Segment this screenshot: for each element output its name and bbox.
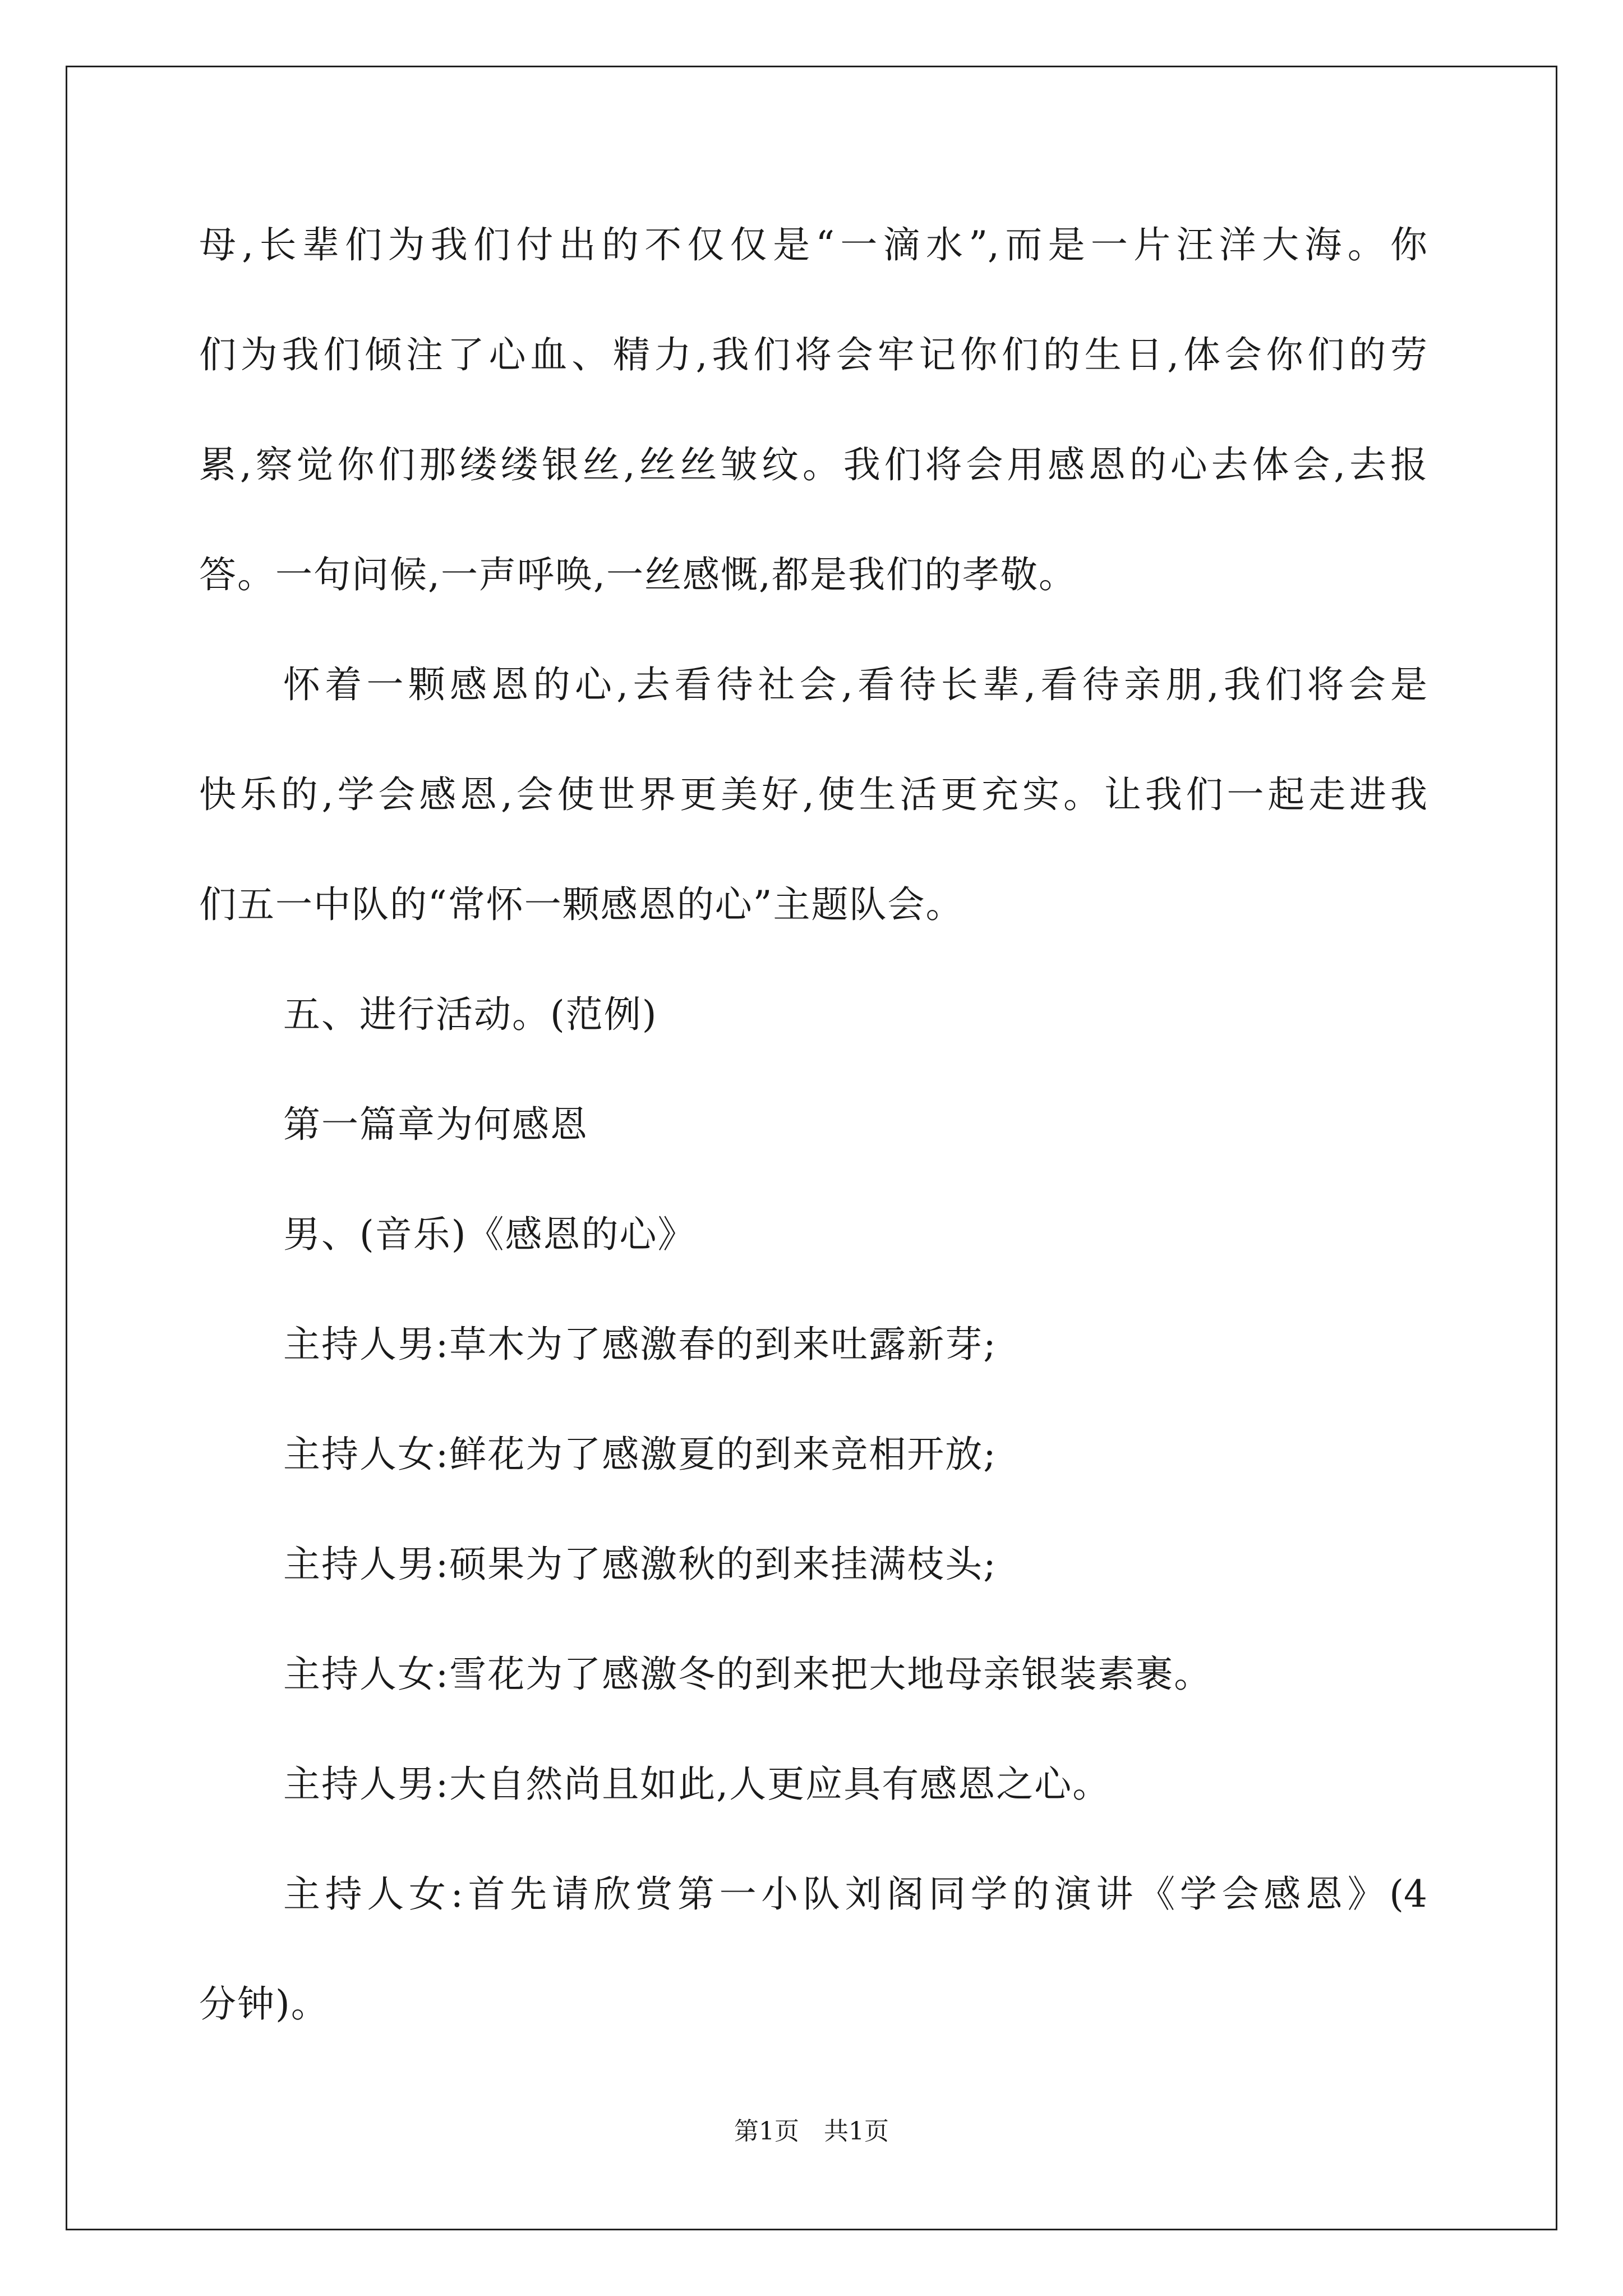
page-footer bbox=[0, 2116, 1623, 2147]
dialogue-line: 主持人女:雪花为了感激冬的到来把大地母亲银装素裹。 bbox=[283, 1653, 1212, 1696]
dialogue-line: 主持人男:硕果为了感激秋的到来挂满枝头; bbox=[283, 1543, 997, 1586]
paragraph-line: 累,察觉你们那缕缕银丝,丝丝皱纹。我们将会用感恩的心去体会,去报 bbox=[199, 443, 1427, 486]
page-total: 共1页 bbox=[824, 2117, 889, 2146]
paragraph-line: 们为我们倾注了心血、精力,我们将会牢记你们的生日,体会你们的劳 bbox=[199, 333, 1427, 376]
dialogue-line: 主持人女:鲜花为了感激夏的到来竞相开放; bbox=[283, 1433, 997, 1476]
dialogue-line: 主持人女:首先请欣赏第一小队刘阁同学的演讲《学会感恩》(4 bbox=[283, 1872, 1427, 1916]
paragraph-line: 答。一句问候,一声呼唤,一丝感慨,都是我们的孝敬。 bbox=[199, 553, 1077, 596]
page-number: 第1页 bbox=[734, 2117, 799, 2146]
paragraph-line: 怀着一颗感恩的心,去看待社会,看待长辈,看待亲朋,我们将会是 bbox=[283, 663, 1427, 706]
chapter-heading: 第一篇章为何感恩 bbox=[283, 1103, 588, 1146]
dialogue-line: 主持人男:大自然尚且如此,人更应具有感恩之心。 bbox=[283, 1763, 1111, 1806]
paragraph-line: 快乐的,学会感恩,会使世界更美好,使生活更充实。让我们一起走进我 bbox=[199, 773, 1427, 816]
paragraph-line: 男、(音乐)《感恩的心》 bbox=[283, 1213, 696, 1256]
paragraph-line: 母,长辈们为我们付出的不仅仅是“一滴水”,而是一片汪洋大海。你 bbox=[199, 223, 1427, 266]
section-heading: 五、进行活动。(范例) bbox=[283, 993, 658, 1036]
paragraph-line: 们五一中队的“常怀一颗感恩的心”主题队会。 bbox=[199, 883, 964, 926]
dialogue-line: 主持人男:草木为了感激春的到来吐露新芽; bbox=[283, 1323, 997, 1366]
dialogue-line: 分钟)。 bbox=[199, 1982, 329, 2026]
